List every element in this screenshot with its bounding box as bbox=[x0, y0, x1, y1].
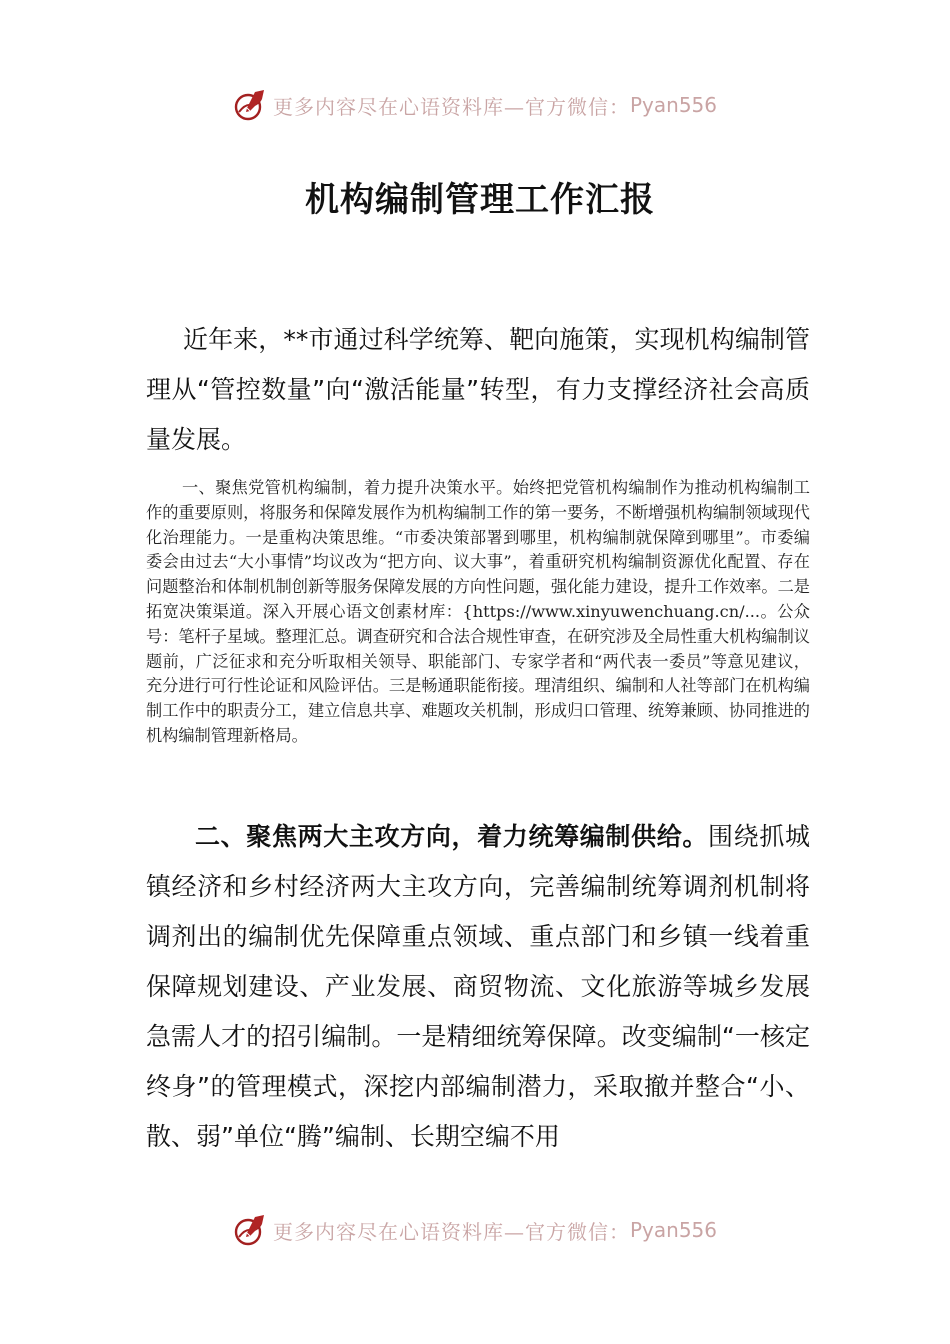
document-title: 机构编制管理工作汇报 bbox=[305, 180, 655, 220]
watermark-wechat-id: Pyan556 bbox=[629, 93, 717, 117]
section-1-paragraph: 一、聚焦党管机构编制，着力提升决策水平。始终把党管机构编制作为推动机构编制工作的重要原则，将服务和保障发展作为机构编制工作的第一要务，不断增强机构编制领域现代化治理能力。一是重构决策思维。“市委决策部署到哪里，机构编制就保障到哪里”。市委编委会由过去“大小事情”均议改为“把方向、议大事”，着重研究机构编制资源优化配置、存在问题整治和体制机制创新等服务保障发展的方向性问题，强化能力建设，提升工作效率。二是拓宽决策渠道。深入开展心语文创素材库：{https://www.xinyuwenchuang.cn/...。公众号：笔杆子星域。整理汇总。调查研究和合法合规性审查，在研究涉及全局性重大机构编制议题前，广泛征求和充分听取相关领导、职能部门、专家学者和“两代表一委员”等意见建议，充分进行可行性论证和风险评估。三是畅通职能衔接。理清组织、编制和人社等部门在机构编制工作中的职责分工，建立信息共享、难题攻关机制，形成归口管理、统筹兼顾、协同推进的机构编制管理新格局。 bbox=[146, 478, 810, 745]
footer-watermark bbox=[0, 1208, 950, 1252]
watermark-wechat-id: Pyan556 bbox=[629, 1218, 717, 1242]
header-watermark bbox=[0, 83, 950, 127]
pen-logo-icon bbox=[233, 88, 267, 122]
watermark-text: 更多内容尽在心语资料库—官方微信： bbox=[272, 1219, 630, 1244]
section-2-heading: 二、聚焦两大主攻方向，着力统筹编制供给。 bbox=[195, 822, 709, 851]
pen-logo-icon bbox=[233, 1213, 267, 1247]
section-2-body: 围绕抓城镇经济和乡村经济两大主攻方向，完善编制统筹调剂机制将调剂出的编制优先保障重点领域、重点部门和乡镇一线着重保障规划建设、产业发展、商贸物流、文化旅游等城乡发展急需人才的招引编制。一是精细统筹保障。改变编制“一核定终身”的管理模式，深挖内部编制潜力，采取撤并整合“小、散、弱”单位“腾”编制、长期空编不用 bbox=[146, 822, 810, 1151]
section-2-paragraph bbox=[146, 812, 810, 1162]
watermark-text: 更多内容尽在心语资料库—官方微信： bbox=[272, 94, 630, 119]
intro-paragraph: 近年来，**市通过科学统筹、靶向施策，实现机构编制管理从“管控数量”向“激活能量”转型，有力支撑经济社会高质量发展。 bbox=[146, 325, 810, 454]
